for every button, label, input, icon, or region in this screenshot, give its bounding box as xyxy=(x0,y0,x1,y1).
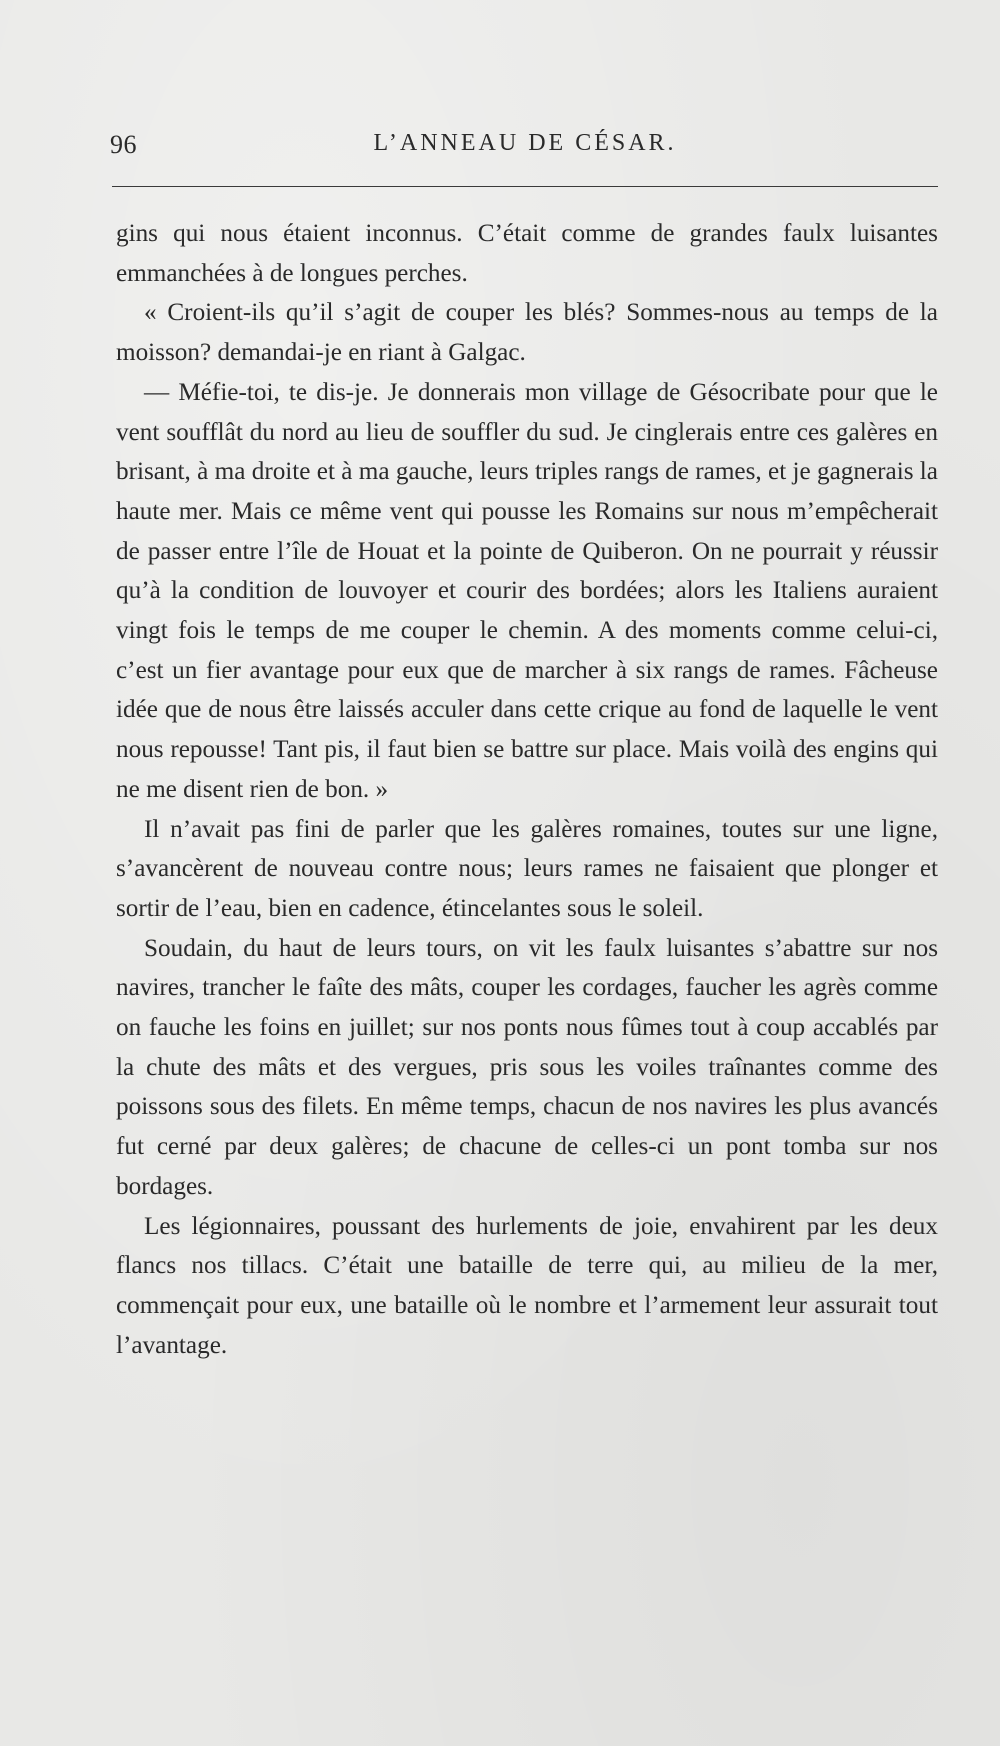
header-rule xyxy=(112,186,938,187)
body-text xyxy=(116,214,938,1365)
paragraph: « Croient-ils qu’il s’agit de couper les blés? Sommes-nous au temps de la moisson? demandai-je en riant à Galgac. xyxy=(116,299,938,367)
paragraph: Soudain, du haut de leurs tours, on vit les faulx luisantes s’abattre sur nos navires, trancher le faîte des mâts, couper les cordages, faucher les agrès comme on fauche les foins en juillet; sur nos ponts nous fûmes tout à coup accablés par la chute des mâts et des vergues, pris sous les voiles traînantes comme des poissons sous des filets. En même temps, chacun de nos navires les plus avancés fut cerné par deux galères; de chacune de celles-ci un pont tomba sur nos bordages. xyxy=(116,934,938,1200)
running-title: L’ANNEAU DE CÉSAR. xyxy=(373,130,677,156)
paragraph: — Méfie-toi, te dis-je. Je donnerais mon village de Gésocribate pour que le vent soufflât du nord au lieu de souffler du sud. Je cinglerais entre ces galères en brisant, à ma droite et à ma gauche, leurs triples rangs de rames, et je gagnerais la haute mer. Mais ce même vent qui pousse les Romains sur nous m’empêcherait de passer entre l’île de Houat et la pointe de Quiberon. On ne pourrait y réussir qu’à la condition de louvoyer et courir des bordées; alors les Italiens auraient vingt fois le temps de me couper le chemin. A des moments comme celui-ci, c’est un fier avantage pour eux que de marcher à six rangs de rames. Fâcheuse idée que de nous être laissés acculer dans cette crique au fond de laquelle le vent nous repousse! Tant pis, il faut bien se battre sur place. Mais voilà des engins qui ne me disent rien de bon. » xyxy=(116,378,938,803)
paragraph: gins qui nous étaient inconnus. C’était comme de grandes faulx luisantes emmanchées à de longues perches. xyxy=(116,220,938,287)
paragraph: Il n’avait pas fini de parler que les galères romaines, toutes sur une ligne, s’avancèrent de nouveau contre nous; leurs rames ne faisaient que plonger et sortir de l’eau, bien en cadence, étincelantes sous le soleil. xyxy=(116,815,938,922)
running-head xyxy=(110,130,940,166)
paragraph: Les légionnaires, poussant des hurlements de joie, envahirent par les deux flancs nos tillacs. C’était une bataille de terre qui, au milieu de la mer, commençait pour eux, une bataille où le nombre et l’armement leur assurait tout l’avantage. xyxy=(116,1212,938,1359)
page-number: 96 xyxy=(110,130,137,159)
